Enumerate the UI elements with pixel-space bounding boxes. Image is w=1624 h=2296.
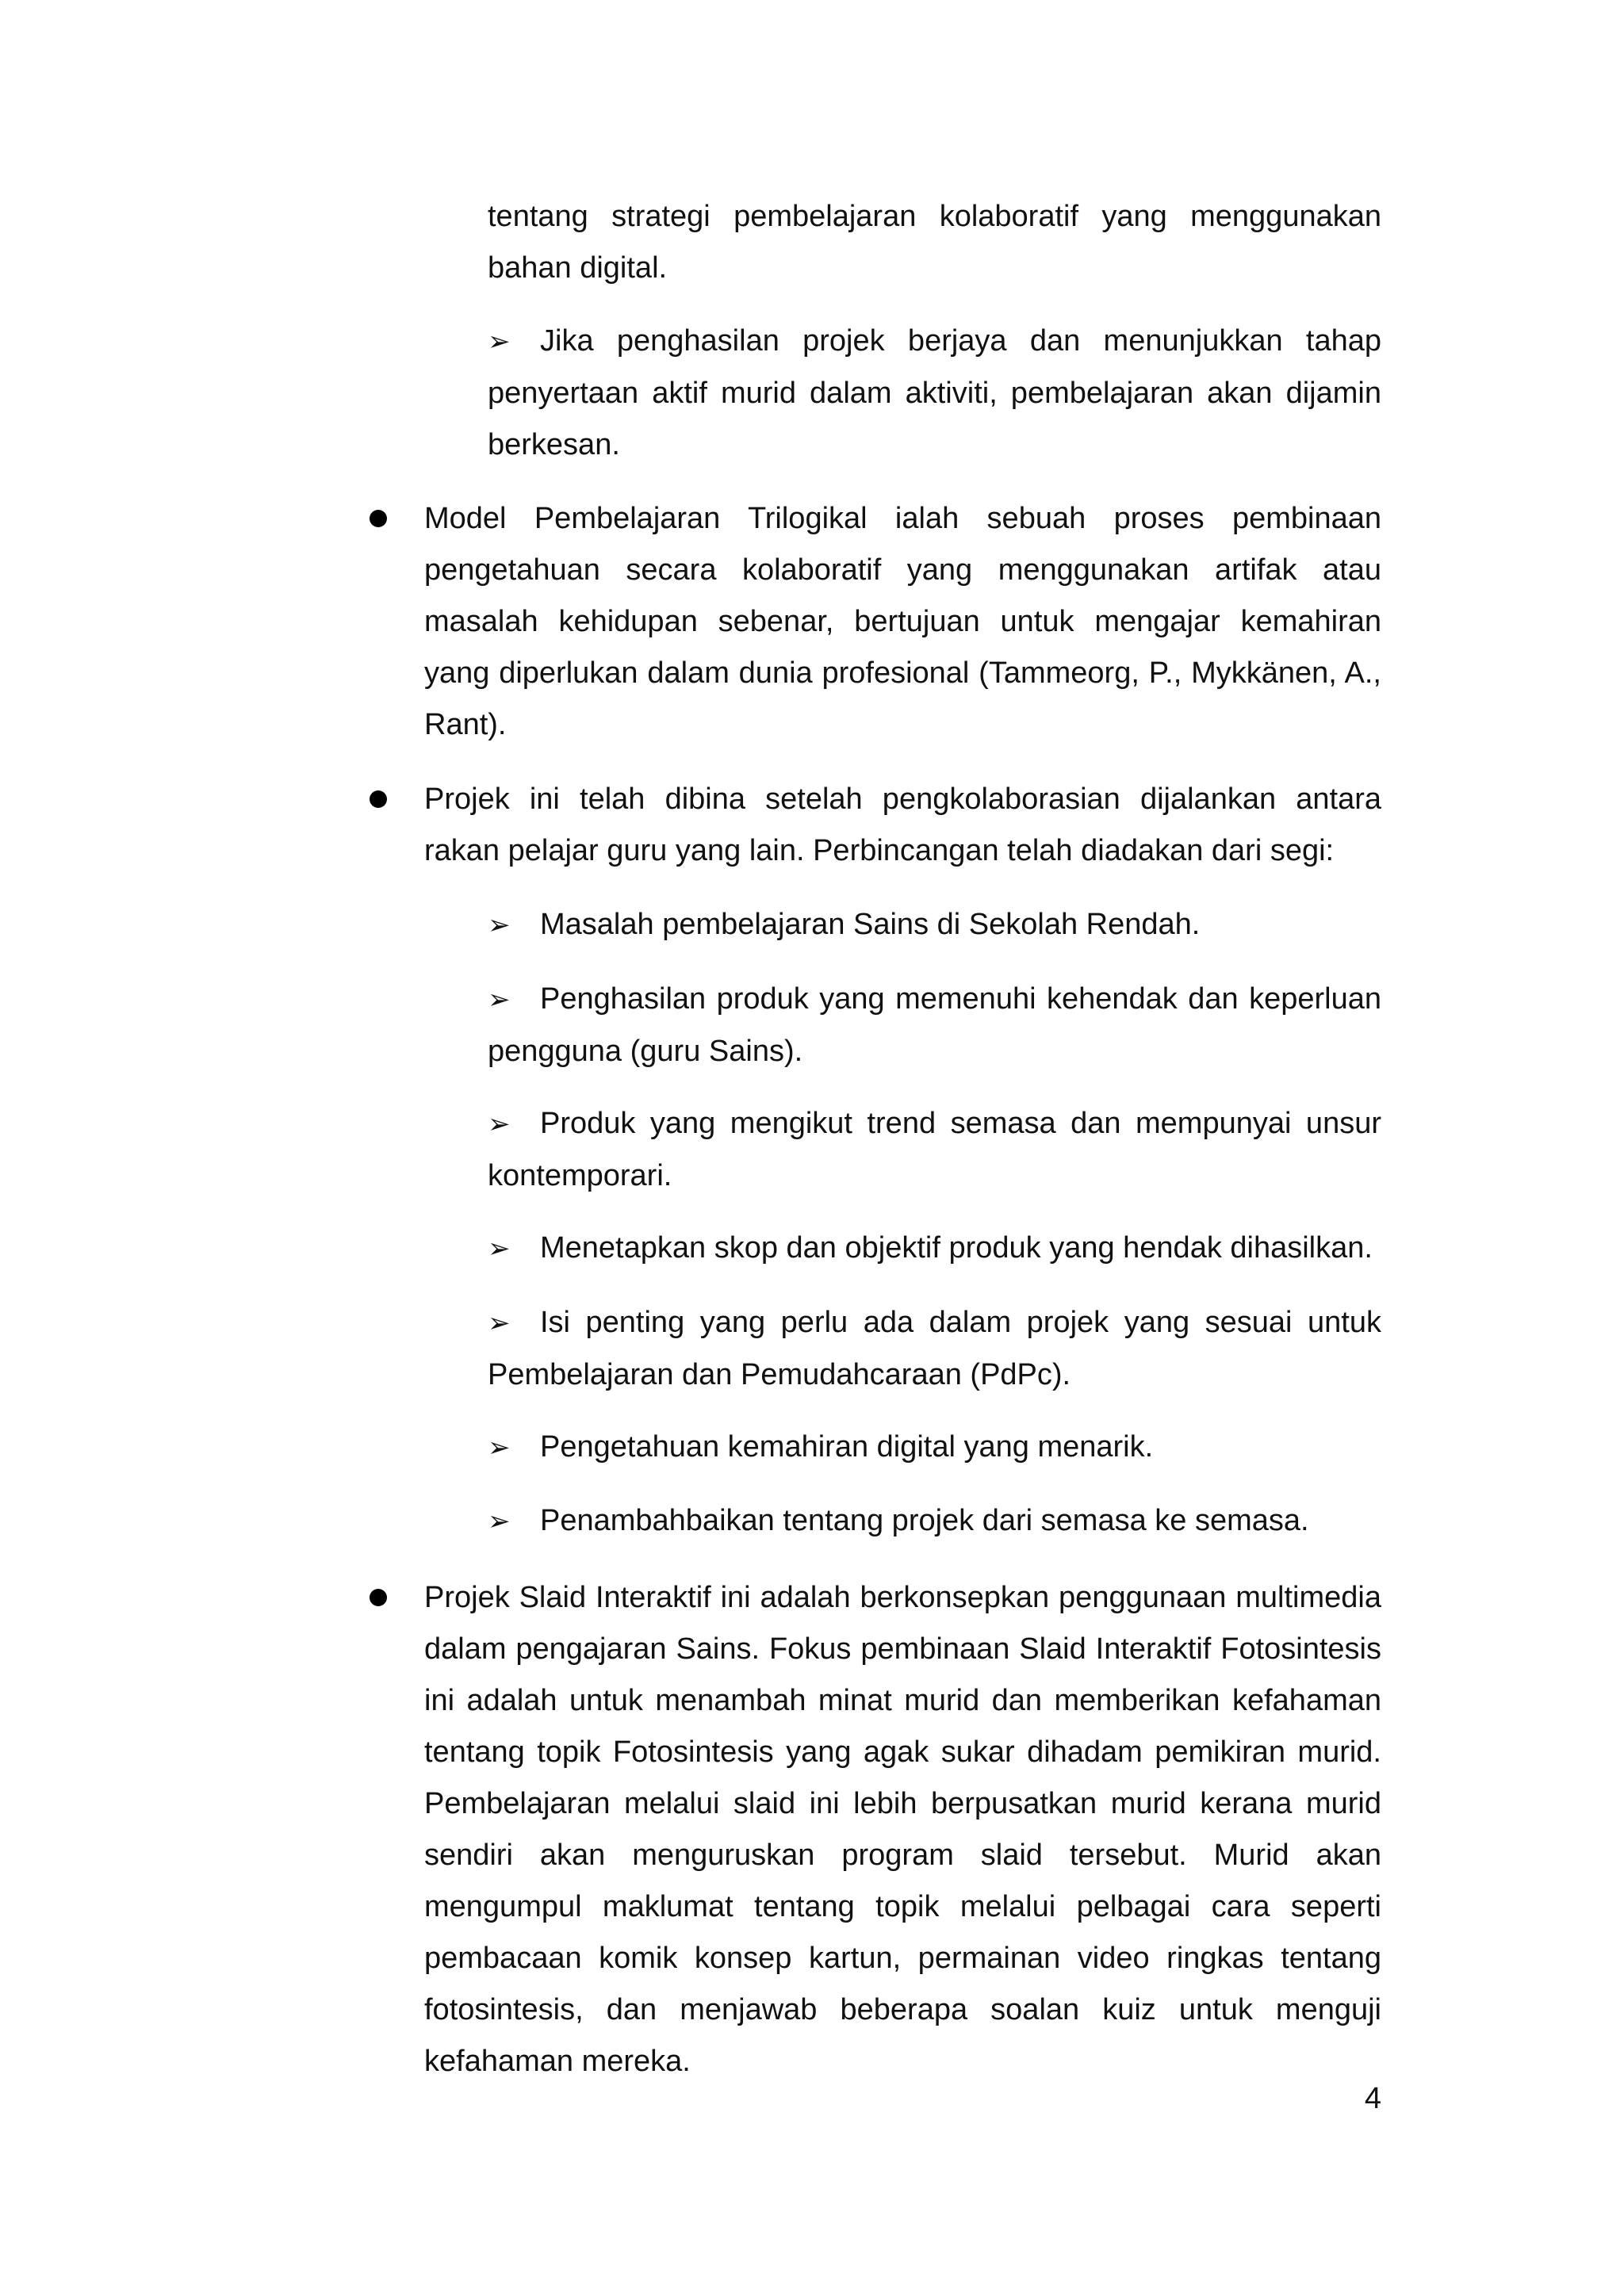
sub-bullet-text: Masalah pembelajaran Sains di Sekolah Rendah.	[540, 908, 1201, 941]
arrow-bullet-icon: ➢	[488, 1433, 511, 1463]
sub-bullet-item	[488, 1422, 1381, 1474]
sub-bullet-text: Menetapkan skop dan objektif produk yang hendak dihasilkan.	[540, 1231, 1373, 1265]
round-bullet-icon	[370, 510, 387, 527]
arrow-bullet-icon: ➢	[488, 327, 511, 357]
bullet-text: Projek Slaid Interaktif ini adalah berkonsepkan penggunaan multimedia dalam pengajaran Sains. Fokus pembinaan Slaid Interaktif Fotosintesis ini adalah untuk menambah minat murid dan memberikan kefahaman tentang topik Fotosintesis yang agak sukar dihadam pemikiran murid. Pembelajaran melalui slaid ini lebih berpusatkan murid kerana murid sendiri akan menguruskan program slaid tersebut. Murid akan mengumpul maklumat tentang topik melalui pelbagai cara seperti pembacaan komik konsep kartun, permainan video ringkas tentang fotosintesis, dan menjawab beberapa soalan kuiz untuk menguji kefahaman mereka.	[424, 1581, 1381, 2078]
sub-bullet-text: Penghasilan produk yang memenuhi kehendak dan keperluan pengguna (guru Sains).	[488, 982, 1381, 1068]
continuation-paragraph	[488, 191, 1381, 294]
bullet-projek-slaid	[424, 1572, 1381, 2087]
bullet-projek-dibina	[424, 774, 1381, 877]
page-number: 4	[1364, 2082, 1381, 2115]
sub-bullet-text: Produk yang mengikut trend semasa dan mempunyai unsur kontemporari.	[488, 1107, 1381, 1192]
sub-bullet-item	[488, 1495, 1381, 1548]
bullet-text: Model Pembelajaran Trilogikal ialah sebuah proses pembinaan pengetahuan secara kolaboratif yang menggunakan artifak atau masalah kehidupan sebenar, bertujuan untuk mengajar kemahiran yang diperlukan dalam dunia profesional (Tammeorg, P., Mykkänen, A., Rant).	[424, 502, 1381, 741]
sub-bullet-text: Penambahbaikan tentang projek dari semasa ke semasa.	[540, 1504, 1309, 1537]
bullet-model-trilogikal	[424, 493, 1381, 751]
sub-bullet-text: Jika penghasilan projek berjaya dan menunjukkan tahap penyertaan aktif murid dalam aktiviti, pembelajaran akan dijamin berkesan.	[488, 324, 1381, 461]
sub-bullet-text: Pengetahuan kemahiran digital yang menarik.	[540, 1430, 1154, 1464]
round-bullet-icon	[370, 1589, 387, 1606]
sub-bullet-item	[488, 974, 1381, 1077]
arrow-bullet-icon: ➢	[488, 1506, 511, 1536]
bullet-text: Projek ini telah dibina setelah pengkolaborasian dijalankan antara rakan pelajar guru yang lain. Perbincangan telah diadakan dari segi:	[424, 783, 1381, 867]
arrow-bullet-icon: ➢	[488, 1308, 511, 1338]
arrow-bullet-icon: ➢	[488, 1234, 511, 1264]
arrow-bullet-icon: ➢	[488, 1109, 511, 1139]
sub-bullet-item	[488, 1223, 1381, 1275]
sub-bullet-item	[488, 1297, 1381, 1401]
sub-bullet-jika	[488, 316, 1381, 471]
sub-bullet-text: Isi penting yang perlu ada dalam projek yang sesuai untuk Pembelajaran dan Pemudahcaraan (PdPc).	[488, 1306, 1381, 1391]
arrow-bullet-icon: ➢	[488, 985, 511, 1015]
sub-bullet-item	[488, 1098, 1381, 1202]
arrow-bullet-icon: ➢	[488, 910, 511, 940]
sub-bullet-item	[488, 899, 1381, 951]
round-bullet-icon	[370, 790, 387, 808]
continuation-text: tentang strategi pembelajaran kolaboratif yang menggunakan bahan digital.	[488, 200, 1381, 285]
